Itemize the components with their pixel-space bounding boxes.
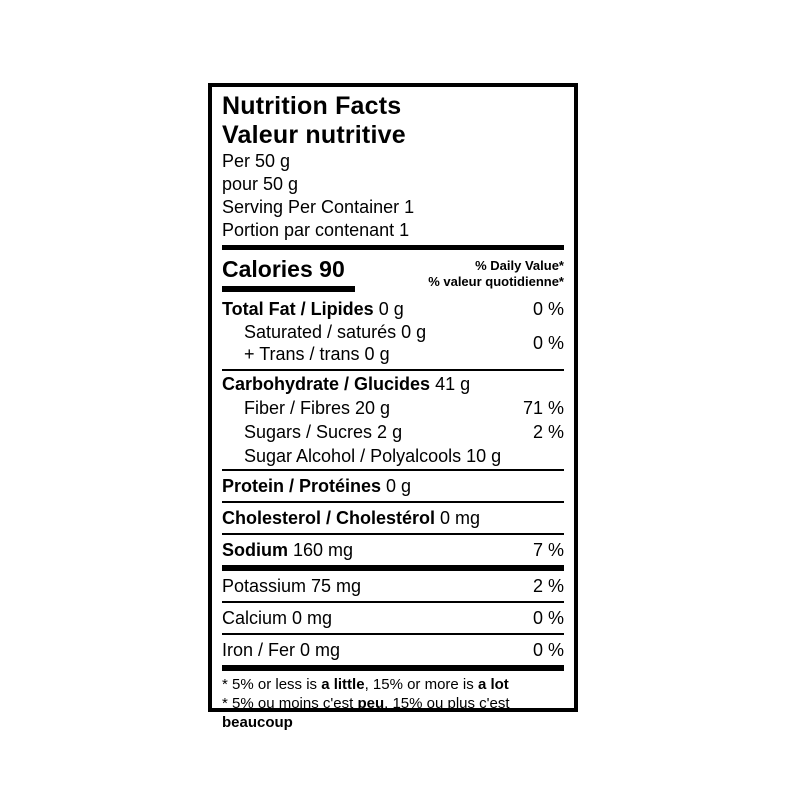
calories-value: Calories 90 (222, 256, 355, 292)
fiber-label: Fiber / Fibres 20 g (244, 398, 391, 418)
footer-divider (222, 665, 564, 671)
carbohydrate-label: Carbohydrate / Glucides 41 g (222, 374, 471, 394)
total-fat-daily-value: 0 % (532, 299, 564, 319)
saturated-trans-group (222, 321, 564, 368)
calcium-label: Calcium 0 mg (222, 608, 333, 628)
footnotes (222, 672, 564, 732)
iron-row (222, 636, 564, 664)
protein-label: Protein / Protéines 0 g (222, 476, 412, 496)
fiber-row (222, 396, 564, 420)
cholesterol-divider (222, 533, 564, 535)
saturated-fat-label: Saturated / saturés 0 g (244, 322, 427, 342)
fat-divider (222, 369, 564, 371)
protein-divider (222, 501, 564, 503)
calcium-row (222, 604, 564, 632)
potassium-row (222, 572, 564, 600)
sodium-daily-value: 7 % (532, 540, 564, 560)
iron-label: Iron / Fer 0 mg (222, 640, 341, 660)
total-fat-row (222, 297, 564, 321)
cholesterol-row (222, 504, 564, 532)
servings-per-container-french: Portion par contenant 1 (222, 220, 410, 240)
potassium-daily-value: 2 % (532, 576, 564, 596)
nutrition-facts-label (208, 83, 578, 731)
sodium-row (222, 536, 564, 564)
sugar-alcohol-label: Sugar Alcohol / Polyalcools 10 g (244, 446, 502, 466)
footnote-english: * 5% or less is a little, 15% or more is a lot (222, 676, 509, 693)
daily-value-header-french: % valeur quotidienne* (428, 274, 564, 289)
title-english: Nutrition Facts (222, 92, 402, 120)
fiber-daily-value: 71 % (522, 398, 564, 418)
sugar-alcohol-row (222, 444, 564, 468)
sugars-label: Sugars / Sucres 2 g (244, 422, 403, 442)
daily-value-header-english: % Daily Value* (475, 258, 564, 273)
saturated-trans-labels (222, 321, 426, 365)
calcium-divider (222, 633, 564, 635)
protein-row (222, 472, 564, 500)
carbohydrate-divider (222, 469, 564, 471)
trans-fat-label: + Trans / trans 0 g (244, 344, 390, 364)
daily-value-header (428, 256, 564, 290)
footnote-french: * 5% ou moins c'est peu, 15% ou plus c'est beaucoup (222, 695, 510, 731)
sodium-label: Sodium 160 mg (222, 540, 354, 560)
calories-section (222, 256, 564, 292)
sugars-row (222, 420, 564, 444)
potassium-label: Potassium 75 mg (222, 576, 362, 596)
calcium-daily-value: 0 % (532, 608, 564, 628)
cholesterol-label: Cholesterol / Cholestérol 0 mg (222, 508, 481, 528)
sugars-daily-value: 2 % (532, 422, 564, 442)
total-fat-label: Total Fat / Lipides 0 g (222, 299, 404, 319)
servings-per-container-english: Serving Per Container 1 (222, 197, 415, 217)
title-french: Valeur nutritive (222, 121, 406, 149)
potassium-divider (222, 601, 564, 603)
serving-size-french: pour 50 g (222, 174, 299, 194)
serving-size-english: Per 50 g (222, 151, 291, 171)
saturated-trans-daily-value: 0 % (532, 333, 564, 353)
header-divider (222, 245, 564, 250)
sodium-divider (222, 565, 564, 571)
carbohydrate-row (222, 372, 564, 396)
iron-daily-value: 0 % (532, 640, 564, 660)
